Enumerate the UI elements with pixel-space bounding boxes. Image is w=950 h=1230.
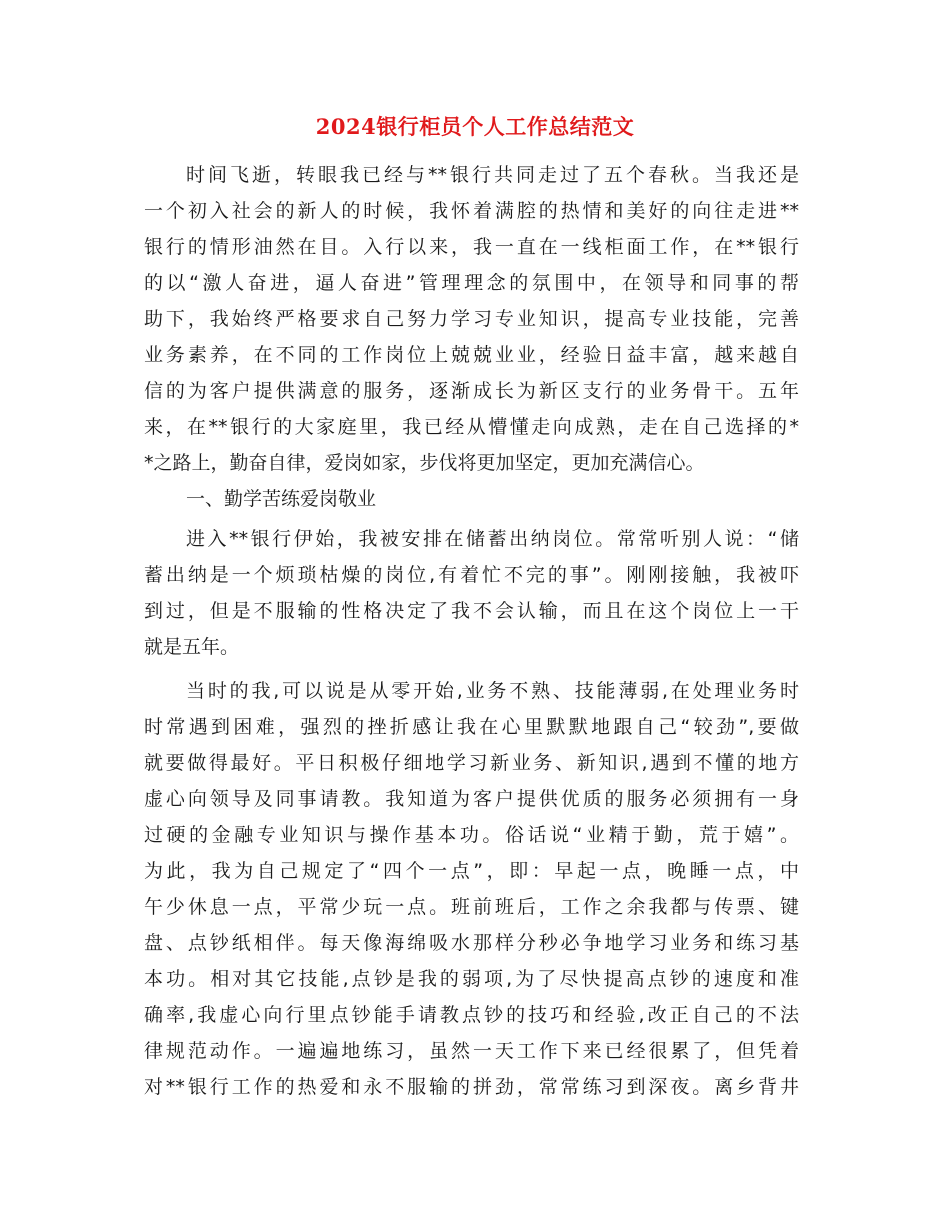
paragraph-line: 虚心向领导及同事请教。我知道为客户提供优质的服务必须拥有一身 <box>144 788 799 810</box>
paragraph-line: 对**银行工作的热爱和永不服输的拼劲，常常练习到深夜。离乡背井 <box>144 1076 799 1098</box>
paragraph-line: 银行的情形油然在目。入行以来，我一直在一线柜面工作，在**银行 <box>144 236 799 258</box>
paragraph-line: 的以“激人奋进，逼人奋进”管理理念的氛围中，在领导和同事的帮 <box>144 272 799 294</box>
paragraph-entry <box>144 521 799 665</box>
paragraph-line: 就要做得最好。平日积极仔细地学习新业务、新知识,遇到不懂的地方 <box>144 752 799 774</box>
paragraph-line: 确率,我虚心向行里点钞能手请教点钞的技巧和经验,改正自己的不法 <box>144 1004 799 1026</box>
section-heading-text: 一、勤学苦练爱岗敬业 <box>186 488 377 510</box>
document-body <box>144 157 799 1105</box>
paragraph-line: 来，在**银行的大家庭里，我已经从懵懂走向成熟，走在自己选择的* <box>144 416 799 438</box>
paragraph-line: 信的为客户提供满意的服务，逐渐成长为新区支行的业务骨干。五年 <box>144 380 799 402</box>
paragraph-line: 一个初入社会的新人的时候，我怀着满腔的热情和美好的向往走进** <box>144 200 799 222</box>
paragraph-line: 助下，我始终严格要求自己努力学习专业知识，提高专业技能，完善 <box>144 308 799 330</box>
paragraph-line: 进入**银行伊始，我被安排在储蓄出纳岗位。常常听别人说：“储 <box>186 528 799 550</box>
paragraph-practice <box>144 673 799 1105</box>
document-title: 2024银行柜员个人工作总结范文 <box>315 114 635 139</box>
paragraph-line: 过硬的金融专业知识与操作基本功。俗话说“业精于勤，荒于嬉”。 <box>144 824 799 846</box>
paragraph-line: 本功。相对其它技能,点钞是我的弱项,为了尽快提高点钞的速度和准 <box>144 968 799 990</box>
paragraph-line: 蓄出纳是一个烦琐枯燥的岗位,有着忙不完的事”。刚刚接触，我被吓 <box>144 564 799 586</box>
paragraph-line: 律规范动作。一遍遍地练习，虽然一天工作下来已经很累了，但凭着 <box>144 1040 799 1062</box>
paragraph-line: 时常遇到困难，强烈的挫折感让我在心里默默地跟自己“较劲”,要做 <box>144 716 799 738</box>
paragraph-line: *之路上，勤奋自律，爱岗如家，步伐将更加坚定，更加充满信心。 <box>144 452 705 474</box>
paragraph-line: 当时的我,可以说是从零开始,业务不熟、技能薄弱,在处理业务时 <box>186 680 799 702</box>
paragraph-line: 午少休息一点，平常少玩一点。班前班后，工作之余我都与传票、键 <box>144 896 799 918</box>
paragraph-intro <box>144 157 799 481</box>
paragraph-line: 为此，我为自己规定了“四个一点”，即：早起一点，晚睡一点，中 <box>144 860 799 882</box>
paragraph-line: 就是五年。 <box>144 636 240 658</box>
paragraph-line: 时间飞逝，转眼我已经与**银行共同走过了五个春秋。当我还是 <box>186 164 799 186</box>
paragraph-line: 盘、点钞纸相伴。每天像海绵吸水那样分秒必争地学习业务和练习基 <box>144 932 799 954</box>
paragraph-line: 到过，但是不服输的性格决定了我不会认输，而且在这个岗位上一干 <box>144 600 799 622</box>
section-heading <box>144 481 799 517</box>
paragraph-line: 业务素养，在不同的工作岗位上兢兢业业，经验日益丰富，越来越自 <box>144 344 799 366</box>
